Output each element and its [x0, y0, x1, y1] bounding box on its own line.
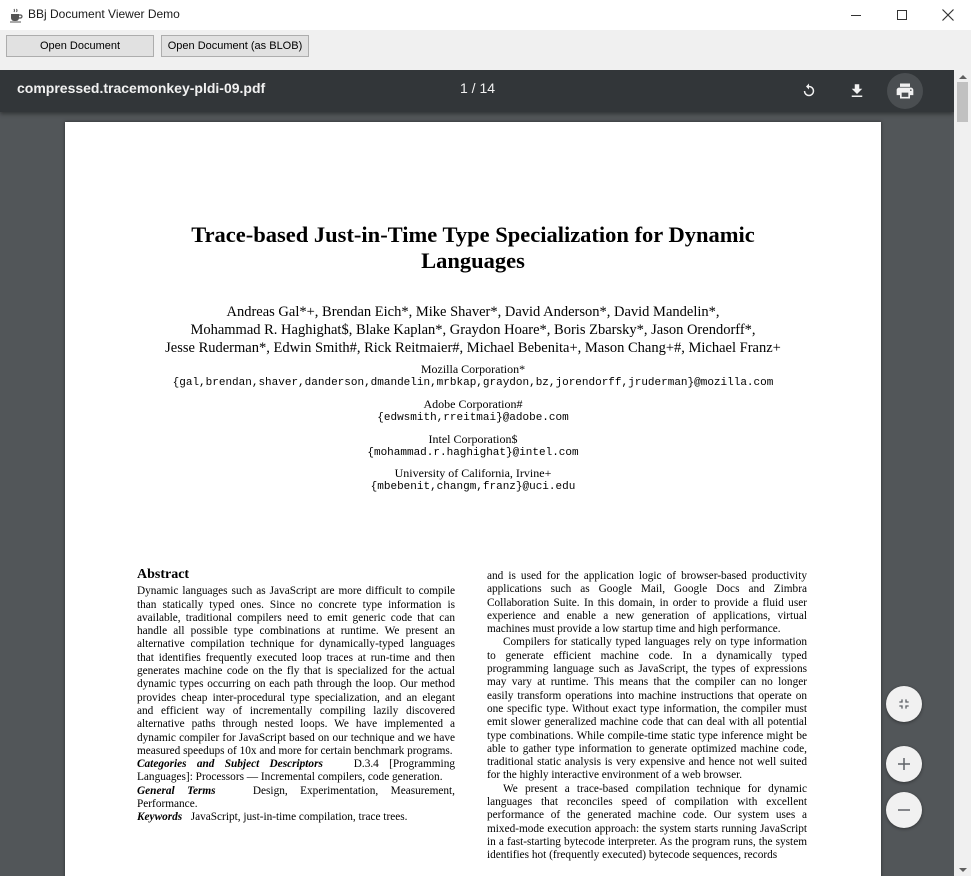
- keywords-label: Keywords: [137, 811, 183, 824]
- document-filename: compressed.tracemonkey-pldi-09.pdf: [17, 80, 266, 96]
- general-terms-paragraph: [137, 785, 455, 812]
- abstract-text: Dynamic languages such as JavaScript are more difficult to compile than statically typed ones. Since no concrete type information is available, traditional compilers need to emit generic code that can handle all possible type combinations at runtime. We present an alternative compilation technique for dynamically-typed languages that identifies frequently executed loop traces at run-time and then generates machine code on the fly that is specialized for the actual dynamic types occurring on each path through the loop. Our method provides cheap inter-procedural type specialization, and an elegant and efficient way of incrementally compiling lazily discovered alternative paths through nested loops. We have implemented a dynamic compiler for JavaScript based on our technique and we have measured speedups of 10x and more for certain benchmark programs.: [137, 585, 455, 757]
- window-title: BBj Document Viewer Demo: [28, 7, 180, 21]
- print-button[interactable]: [887, 73, 923, 109]
- zoom-out-button[interactable]: [886, 792, 922, 828]
- close-button[interactable]: [925, 0, 971, 30]
- categories-paragraph: [137, 758, 455, 785]
- rotate-icon: [800, 82, 818, 100]
- right-paragraph: We present a trace-based compilation technique for dynamic languages that reconciles speed of compilation with excellent performance of the generated machine code. Our system uses a mixed-mode execution approach: the system starts running JavaScript in a fast-starting bytecode interpreter. As the program runs, the system identifies hot (frequently executed) bytecode sequences, records: [487, 782, 807, 862]
- affiliation: [65, 432, 881, 460]
- scrollbar-thumb[interactable]: [957, 82, 968, 122]
- abstract-heading: Abstract: [137, 567, 190, 582]
- affiliation: [65, 466, 881, 494]
- affiliation-emails: {mohammad.r.haghighat}@intel.com: [367, 447, 579, 459]
- maximize-icon: [897, 10, 907, 20]
- open-document-button[interactable]: Open Document: [6, 35, 154, 57]
- affiliation-name: Adobe Corporation#: [423, 397, 523, 411]
- download-icon: [848, 82, 866, 100]
- print-icon: [895, 81, 915, 101]
- download-button[interactable]: [839, 73, 875, 109]
- affiliation: [65, 397, 881, 425]
- affiliation-name: Intel Corporation$: [428, 432, 518, 446]
- affiliation-name: Mozilla Corporation*: [420, 362, 526, 376]
- window-title-bar[interactable]: [0, 0, 971, 30]
- open-document-blob-button[interactable]: Open Document (as BLOB): [161, 35, 309, 57]
- chevron-down-icon: [959, 868, 967, 873]
- fit-page-icon: [896, 696, 912, 712]
- paper-authors: [65, 303, 881, 357]
- affiliation-emails: {mbebenit,changm,franz}@uci.edu: [370, 481, 576, 493]
- rotate-button[interactable]: [791, 73, 827, 109]
- vertical-scrollbar[interactable]: [954, 70, 971, 876]
- affiliation-name: University of California, Irvine+: [394, 466, 552, 480]
- categories-text: D.3.4 [Programming Languages]: Processors — Incremental compilers, code generation.: [137, 758, 455, 784]
- affiliation: [65, 362, 881, 390]
- plus-icon: [896, 756, 912, 772]
- page-indicator: 1 / 14: [460, 80, 496, 96]
- right-paragraph: and is used for the application logic of browser-based productivity applications such as Google Mail, Google Docs and Zimbra Collaboration Suite. In this domain, in order to provide a fluid user experience and enable a new generation of applications, virtual machines must provide a low startup time and high performance.: [487, 570, 807, 636]
- paper-title-line: Trace-based Just-in-Time Type Specialization for Dynamic: [191, 222, 755, 247]
- paper-title: [65, 222, 881, 274]
- general-terms-text: Design, Experimentation, Measurement, Performance.: [137, 784, 455, 811]
- maximize-button[interactable]: [879, 0, 925, 30]
- minimize-button[interactable]: [833, 0, 879, 30]
- pdf-viewer[interactable]: [0, 70, 954, 876]
- java-cup-icon: [8, 7, 24, 23]
- minimize-icon: [851, 10, 861, 20]
- general-terms-label: General Terms: [137, 784, 216, 797]
- fit-page-button[interactable]: [886, 686, 922, 722]
- left-column: [137, 568, 455, 825]
- keywords-text: JavaScript, just-in-time compilation, trace trees.: [190, 811, 408, 824]
- app-toolbar: [0, 30, 971, 70]
- chevron-up-icon: [959, 74, 967, 79]
- scroll-down-arrow[interactable]: [954, 864, 971, 876]
- close-icon: [942, 9, 954, 21]
- affiliation-emails: {gal,brendan,shaver,danderson,dmandelin,mrbkap,graydon,bz,jorendorff,jruderman}@mozilla.com: [172, 377, 774, 389]
- keywords-paragraph: [137, 811, 455, 824]
- paper-title-line: Languages: [421, 248, 525, 273]
- minus-icon: [896, 802, 912, 818]
- zoom-in-button[interactable]: [886, 746, 922, 782]
- pdf-page: [65, 122, 881, 876]
- right-paragraph: Compilers for statically typed languages rely on type information to generate efficient machine code. In a dynamically typed programming language such as JavaScript, the types of expressions may vary at runtime. This means that the compiler can no longer easily transform operations into machine instructions that operate on one specific type. Without exact type information, the compiler must emit slower generalized machine code that can deal with all potential type combinations. While compile-time static type inference might be able to gather type information to generate optimized machine code, traditional static analysis is very expensive and hence not well suited for the highly interactive environment of a web browser.: [487, 636, 807, 782]
- scroll-up-arrow[interactable]: [954, 70, 971, 82]
- right-column: [487, 570, 807, 863]
- authors-line: Andreas Gal*+, Brendan Eich*, Mike Shaver*, David Anderson*, David Mandelin*,: [226, 304, 720, 320]
- authors-line: Jesse Ruderman*, Edwin Smith#, Rick Reitmaier#, Michael Bebenita+, Mason Chang+#, Michael Franz+: [165, 340, 781, 356]
- authors-line: Mohammad R. Haghighat$, Blake Kaplan*, Graydon Hoare*, Boris Zbarsky*, Jason Orendorff*,: [190, 322, 756, 338]
- viewer-header: [0, 70, 954, 112]
- affiliation-emails: {edwsmith,rreitmai}@adobe.com: [377, 412, 569, 424]
- categories-label: Categories and Subject Descriptors: [137, 758, 323, 771]
